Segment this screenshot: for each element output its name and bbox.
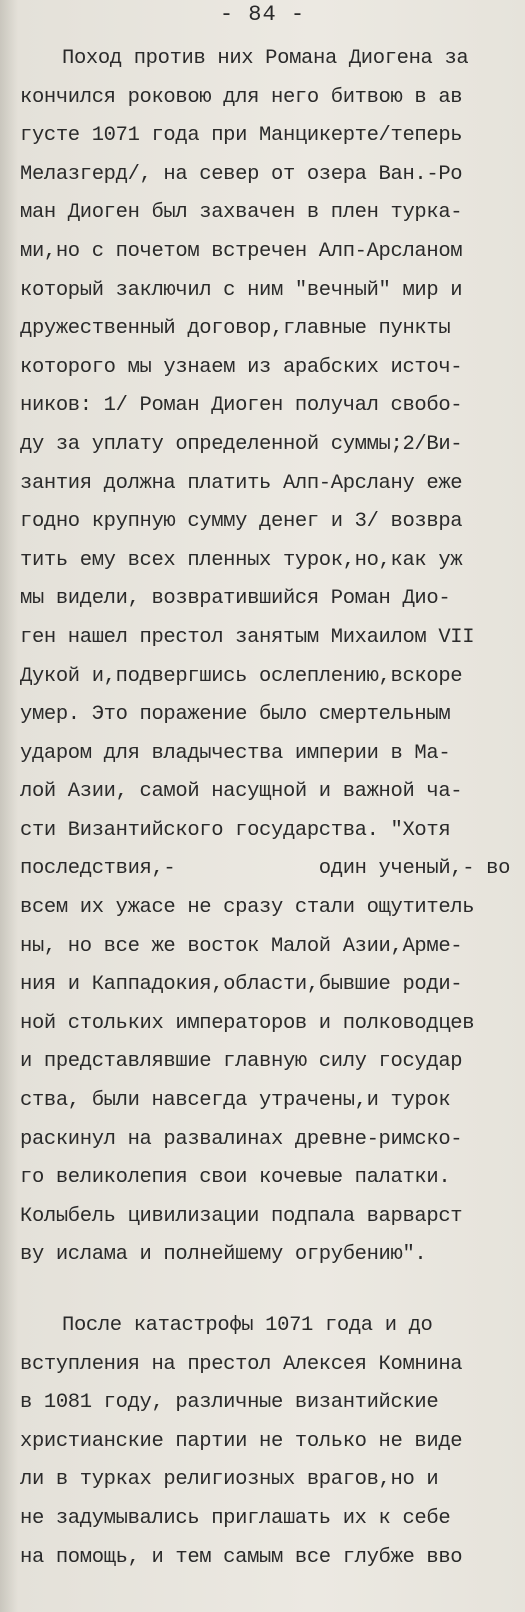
text-line: последствия,- один ученый,- во — [20, 857, 511, 881]
text-line: ния и Каппадокия,области,бывшие роди- — [20, 973, 463, 997]
text-line: тить ему всех пленных турок,но,как уж — [20, 548, 463, 572]
text-line: Поход против них Романа Диогена за — [62, 47, 469, 70]
text-block — [20, 40, 520, 1577]
text-line: мы видели, возвратившийся Роман Дио- — [20, 587, 451, 611]
text-line: Дукой и,подвергшись ослеплению,вскоре — [20, 664, 463, 688]
text-line: ми,но с почетом встречен Алп-Арсланом — [20, 239, 463, 263]
text-line: го великолепия свои кочевые палатки. — [20, 1166, 451, 1190]
text-line: Мелазгерд/, на север от озера Ван.-Ро — [20, 162, 463, 186]
page-number: - 84 - — [219, 2, 306, 27]
text-line: умер. Это поражение было смертельным — [20, 703, 451, 727]
text-line: дружественный договор,главные пункты — [20, 317, 451, 341]
text-line: которого мы узнаем из арабских источ- — [20, 355, 463, 379]
text-line: кончился роковою для него битвою в ав — [20, 85, 463, 109]
text-line: христианские партии не только не виде — [20, 1429, 463, 1453]
text-line: Колыбель цивилизации подпала варварст — [20, 1204, 463, 1228]
text-line: в 1081 году, различные византийские — [20, 1391, 439, 1415]
paragraph-gap — [20, 1275, 520, 1307]
text-line: ду за уплату определенной суммы;2/Ви- — [20, 432, 463, 456]
text-line: который заключил с ним "вечный" мир и — [20, 278, 463, 302]
text-line: ны, но все же восток Малой Азии,Арме- — [20, 934, 463, 958]
text-line: вступления на престол Алексея Комнина — [20, 1352, 463, 1376]
text-line: ли в турках религиозных врагов,но и — [20, 1468, 439, 1492]
text-line: зантия должна платить Алп-Арслану еже — [20, 471, 463, 495]
text-line: ву ислама и полнейшему огрубению". — [20, 1243, 427, 1267]
text-line: густе 1071 года при Манцикерте/теперь — [20, 124, 463, 148]
text-line: ников: 1/ Роман Диоген получал свобо- — [20, 394, 463, 418]
text-line: и представлявшие главную силу государ — [20, 1050, 463, 1074]
text-line: После катастрофы 1071 года и до — [62, 1314, 433, 1337]
text-line: на помощь, и тем самым все глубже вво — [20, 1545, 463, 1569]
paragraph-1 — [20, 40, 520, 1275]
text-line: всем их ужасе не сразу стали ощутитель — [20, 896, 475, 920]
text-line: лой Азии, самой насущной и важной ча- — [20, 780, 463, 804]
text-line: не задумывались приглашать их к себе — [20, 1506, 451, 1530]
text-line: годно крупную сумму денег и 3/ возвра — [20, 510, 463, 534]
text-line: раскинул на развалинах древне-римско- — [20, 1127, 463, 1151]
text-line: ман Диоген был захвачен в плен турка- — [20, 201, 463, 225]
text-line: ной стольких императоров и полководцев — [20, 1011, 475, 1035]
text-line: ударом для владычества империи в Ма- — [20, 741, 451, 765]
text-line: сти Византийского государства. "Хотя — [20, 818, 451, 842]
text-line: ства, были навсегда утрачены,и турок — [20, 1089, 451, 1113]
text-line: ген нашел престол занятым Михаилом VII — [20, 625, 475, 649]
paragraph-2 — [20, 1307, 520, 1577]
